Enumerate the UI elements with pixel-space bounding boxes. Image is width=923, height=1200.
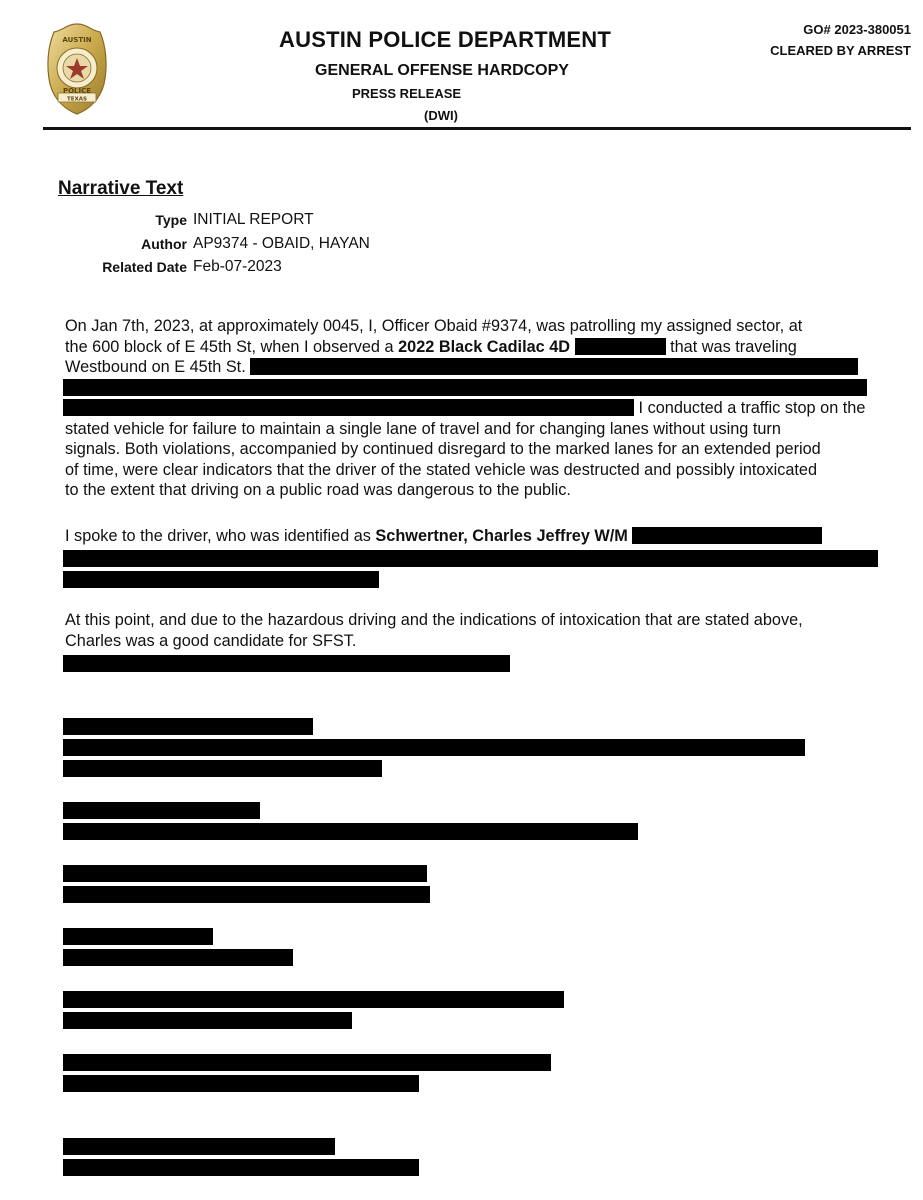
redaction-bar — [63, 991, 564, 1008]
redaction-bar — [63, 379, 867, 396]
text-run: the 600 block of E 45th St, when I observed a — [65, 337, 399, 356]
text-line: signals. Both violations, accompanied by continued disregard to the marked lanes for an extended period — [65, 440, 821, 458]
text-run: that was traveling — [665, 337, 797, 356]
text-run: I spoke to the driver, who was identified as — [65, 527, 376, 545]
header-divider — [43, 127, 911, 130]
redaction-bar — [63, 823, 638, 840]
redaction-bar — [250, 358, 858, 375]
text-line — [65, 378, 900, 399]
offense-category: (DWI) — [424, 108, 458, 123]
redaction-bar — [632, 527, 822, 544]
text-line: Charles was a good candidate for SFST. — [65, 631, 357, 650]
text-run: I conducted a traffic stop on the — [634, 399, 866, 417]
redaction-bar — [575, 338, 666, 355]
redaction-bar — [63, 928, 213, 945]
redaction-bar — [63, 802, 260, 819]
text-line — [65, 337, 900, 358]
department-title: AUSTIN POLICE DEPARTMENT — [279, 27, 611, 52]
meta-label-author: Author — [141, 236, 187, 252]
text-line: At this point, and due to the hazardous driving and the indications of intoxication that are stated above, — [65, 611, 803, 629]
badge-top-text: AUSTIN — [62, 36, 92, 44]
redaction-bar — [63, 1138, 335, 1155]
text-line: of time, were clear indicators that the driver of the stated vehicle was destructed and possibly intoxicated — [65, 460, 818, 479]
meta-value-related-date: Feb-07-2023 — [193, 258, 282, 275]
redaction-bar — [63, 1054, 551, 1071]
badge-state-text: TEXAS — [67, 96, 87, 103]
redaction-bar — [63, 655, 510, 672]
text-line: to the extent that driving on a public road was dangerous to the public. — [65, 481, 571, 499]
badge-bottom-text: POLICE — [62, 87, 92, 95]
redaction-bar — [63, 739, 805, 756]
report-subtitle: GENERAL OFFENSE HARDCOPY — [315, 62, 569, 79]
meta-value-author: AP9374 - OBAID, HAYAN — [193, 235, 370, 252]
text-run: Westbound on E 45th St. — [65, 358, 246, 376]
narrative-paragraph-3 — [65, 610, 900, 651]
redaction-bar — [63, 865, 427, 882]
redaction-bar — [63, 1159, 419, 1176]
text-line: stated vehicle for failure to maintain a single lane of travel and for changing lanes without using turn — [65, 419, 781, 438]
meta-label-related-date: Related Date — [102, 259, 187, 275]
redaction-bar — [63, 571, 379, 588]
redaction-bar — [63, 1075, 419, 1092]
text-line — [65, 526, 900, 547]
case-status: CLEARED BY ARREST — [770, 43, 911, 58]
vehicle-description: 2022 Black Cadilac 4D — [398, 337, 571, 356]
narrative-paragraph-2 — [65, 526, 900, 547]
redaction-bar — [63, 760, 382, 777]
redaction-bar — [63, 949, 293, 966]
redaction-bar — [63, 886, 430, 903]
meta-value-type: INITIAL REPORT — [193, 211, 314, 228]
narrative-paragraph-1 — [65, 316, 900, 501]
redaction-bar — [63, 1012, 352, 1029]
press-release-label: PRESS RELEASE — [352, 86, 462, 101]
text-line: On Jan 7th, 2023, at approximately 0045, I, Officer Obaid #9374, was patrolling my assigned sector, at — [65, 317, 803, 335]
redaction-bar — [63, 550, 878, 567]
text-line — [65, 398, 900, 419]
text-line — [65, 357, 900, 378]
narrative-title: Narrative Text — [58, 178, 184, 199]
redaction-bar — [63, 399, 634, 416]
go-number: GO# 2023-380051 — [803, 22, 911, 37]
redaction-bar — [63, 718, 313, 735]
driver-name: Schwertner, Charles Jeffrey W/M — [375, 527, 628, 545]
meta-label-type: Type — [155, 212, 187, 228]
